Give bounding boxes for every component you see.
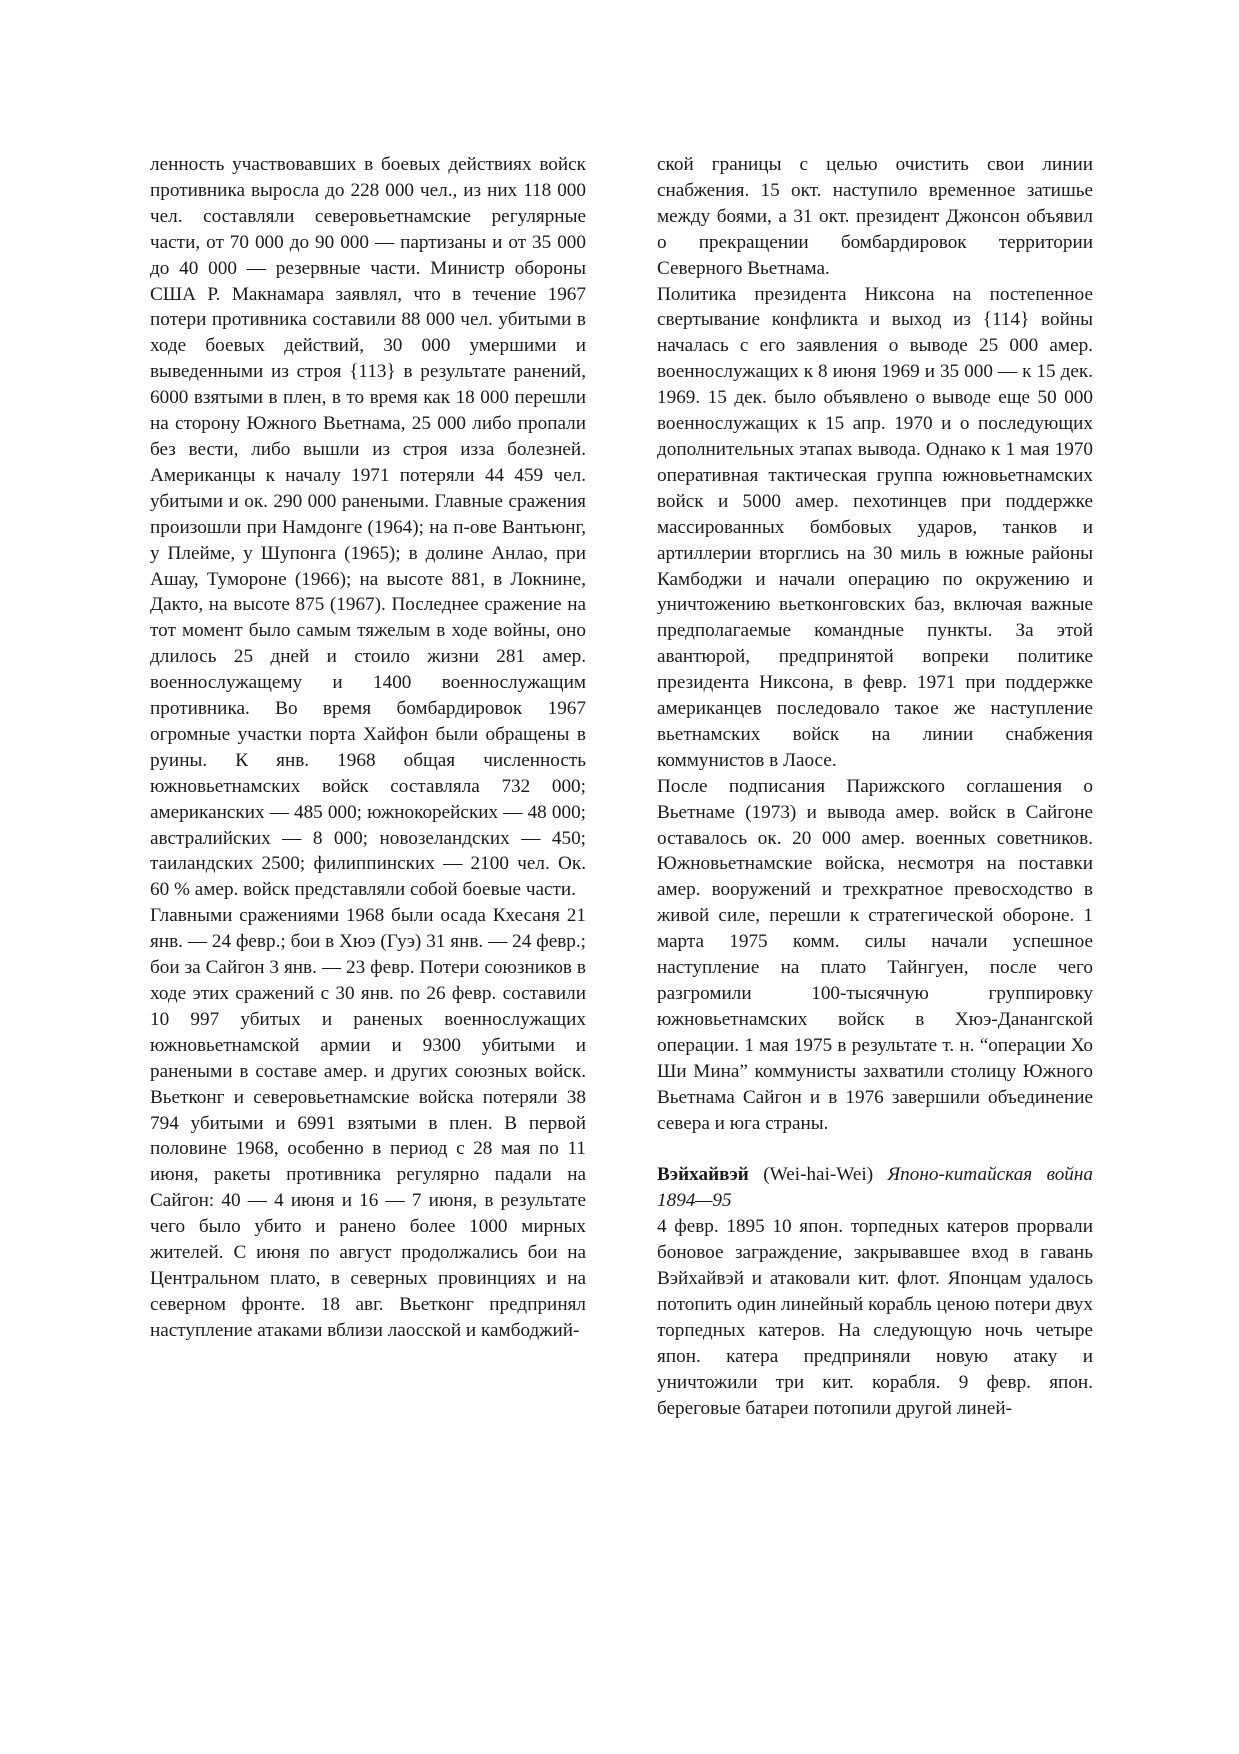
right-column (657, 152, 1093, 1422)
paragraph: После подписания Парижского соглашения о Вьетнаме (1973) и вывода амер. войск в Сайгоне оставалось ок. 20 000 амер. военных советников. Южновьетнамские войска, несмотря на поставки амер. вооружений и трехкратное превосходство в живой силе, перешли к стратегической обороне. 1 марта 1975 комм. силы начали успешное наступление на плато Тайнгуен, после чего разгромили 100-тысячную группировку южновьетнамских войск в Хюэ-Данангской операции. 1 мая 1975 в результате т. н. “операции Хо Ши Мина” коммунисты захватили столицу Южного Вьетнама Сайгон и в 1976 завершили объединение севера и юга страны. (657, 775, 1093, 1134)
entry-title: Вэйхайвэй (657, 1164, 749, 1186)
entry-spacer (657, 1136, 1093, 1162)
paragraph: Главными сражениями 1968 были осада Кхесаня 21 янв. — 24 февр.; бои в Хюэ (Гуэ) 31 янв. — 24 февр.; бои за Сайгон 3 янв. — 23 февр. Потери союзников в ходе этих сражений с 30 янв. по 26 февр. составили 10 997 убитых и раненых военнослужащих южновьетнамской армии и 9300 убитыми и ранеными в составе амер. и других союзных войск. Вьетконг и северовьетнамские войска потеряли 38 794 убитыми и 6991 взятыми в плен. В первой половине 1968, особенно в период с 28 мая по 11 июня, ракеты противника регулярно падали на Сайгон: 40 — 4 июня и 16 — 7 июня, в результате чего было убито и ранено более 1000 мирных жителей. С июня по август продолжались бои на Центральном плато, в северных провинциях и на северном фронте. 18 авг. Вьетконг предпринял наступление атаками вблизи лаосской и камбоджий- (150, 905, 586, 1341)
entry-heading (657, 1162, 1093, 1214)
left-column (150, 152, 586, 1344)
entry-original-name: (Wei-hai-Wei) (763, 1164, 874, 1186)
entry-category: Японо-китайская война 1894—95 (657, 1164, 1093, 1212)
paragraph: ленность участвовавших в боевых действиях войск противника выросла до 228 000 чел., из них 118 000 чел. составляли северовьетнамские регулярные части, от 70 000 до 90 000 — партизаны и от 35 000 до 40 000 — резервные части. Министр обороны США Р. Макнамара заявлял, что в течение 1967 потери противника составили 88 000 чел. убитыми в ходе боевых действий, 30 000 умершими и выведенными из строя {113} в результате ранений, 6000 взятыми в плен, в то время как 18 000 перешли на сторону Южного Вьетнама, 25 000 либо пропали без вести, либо вышли из строя изза болезней. Американцы к началу 1971 потеряли 44 459 чел. убитыми и ок. 290 000 ранеными. Главные сражения произошли при Намдонге (1964); на п-ове Вантьюнг, у Плейме, у Шупонга (1965); в долине Анлао, при Ашау, Тумороне (1966); на высоте 881, в Локнине, Дакто, на высоте 875 (1967). Последнее сражение на тот момент было самым тяжелым в ходе войны, оно длилось 25 дней и стоило жизни 281 амер. военнослужащему и 1400 военнослужащим противника. Во время бомбардировок 1967 огромные участки порта Хайфон были обращены в руины. К янв. 1968 общая численность южновьетнамских войск составляла 732 000; американских — 485 000; южнокорейских — 48 000; австралийских — 8 000; новозеландских — 450; таиландских 2500; филиппинских — 2100 чел. Ок. 60 % амер. войск представляли собой боевые части. (150, 154, 586, 901)
entry-text: 4 февр. 1895 10 япон. торпедных катеров прорвали боновое заграждение, закрывавшее вход в гавань Вэйхайвэй и атаковали кит. флот. Японцам удалось потопить один линейный корабль ценою потери двух торпедных катеров. На следующую ночь четыре япон. катера предприняли новую атаку и уничтожили три кит. корабля. 9 февр. япон. береговые батареи потопили другой линей- (657, 1216, 1093, 1419)
paragraph: Политика президента Никсона на постепенное свертывание конфликта и выход из {114} войны началась с его заявления о выводе 25 000 амер. военнослужащих к 8 июня 1969 и 35 000 — к 15 дек. 1969. 15 дек. было объявлено о выводе еще 50 000 военнослужащих к 15 апр. 1970 и о последующих дополнительных этапах вывода. Однако к 1 мая 1970 оперативная тактическая группа южновьетнамских войск и 5000 амер. пехотинцев при поддержке массированных бомбовых ударов, танков и артиллерии вторглись на 30 миль в южные районы Камбоджи и начали операцию по окружению и уничтожению вьетконговских баз, включая важные предполагаемые командные пункты. За этой авантюрой, предпринятой вопреки политике президента Никсона, в февр. 1971 при поддержке американцев последовало такое же наступление вьетнамских войск на линии снабжения коммунистов в Лаосе. (657, 283, 1093, 771)
paragraph: ской границы с целью очистить свои линии снабжения. 15 окт. наступило временное затишье между боями, а 31 окт. президент Джонсон объявил о прекращении бомбардировок территории Северного Вьетнама. (657, 154, 1093, 279)
